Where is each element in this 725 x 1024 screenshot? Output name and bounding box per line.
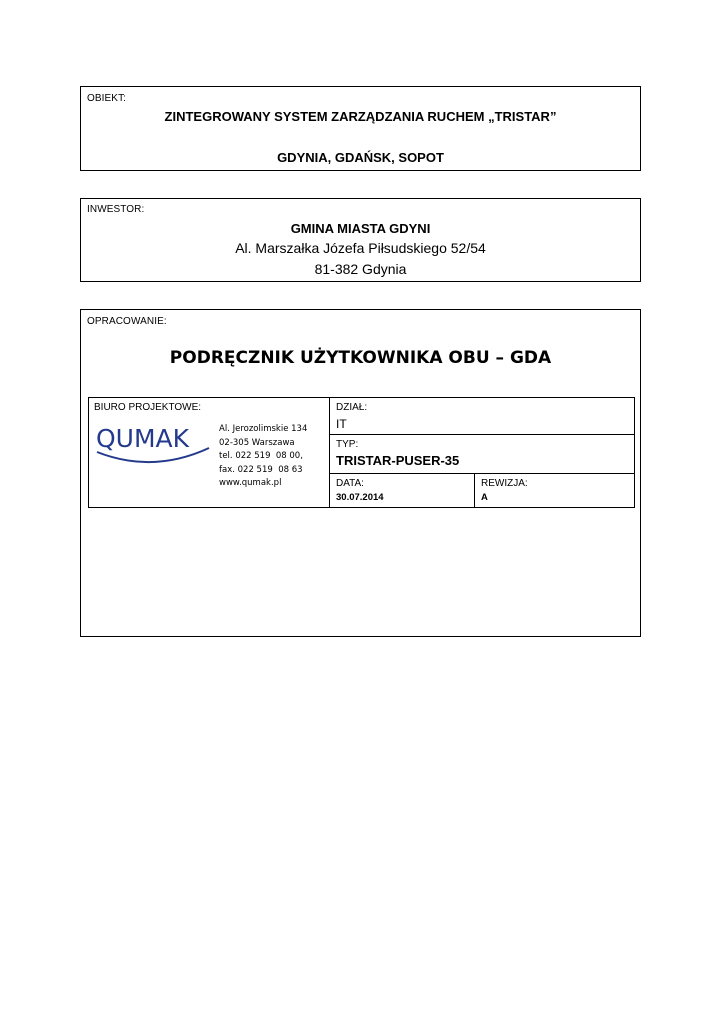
title-block-table (88, 397, 635, 508)
biuro-address-2: 02-305 Warszawa (219, 437, 295, 448)
biuro-label: BIURO PROJEKTOWE: (94, 402, 202, 413)
data-label: DATA: (336, 478, 364, 489)
inwestor-name: GMINA MIASTA GDYNI (290, 221, 431, 236)
dzial-cell (329, 397, 635, 435)
rewizja-cell (474, 473, 635, 508)
obiekt-line-2: GDYNIA, GDAŃSK, SOPOT (277, 150, 444, 165)
typ-cell (329, 434, 635, 474)
biuro-website: www.qumak.pl (219, 478, 282, 488)
opracowanie-box (80, 309, 641, 637)
obiekt-label: OBIEKT: (87, 93, 127, 104)
data-cell (329, 473, 475, 508)
dzial-label: DZIAŁ: (336, 402, 368, 413)
obiekt-box (80, 86, 641, 171)
rewizja-label: REWIZJA: (481, 478, 528, 489)
biuro-fax: fax. 022 519 08 63 (219, 464, 303, 475)
inwestor-address-1: Al. Marszałka Józefa Piłsudskiego 52/54 (235, 240, 486, 256)
inwestor-address-2: 81-382 Gdynia (314, 261, 407, 277)
qumak-logo-text: QUMAK (96, 424, 190, 453)
data-value: 30.07.2014 (336, 492, 384, 503)
biuro-phone: tel. 022 519 08 00, (219, 451, 303, 461)
biuro-address-1: Al. Jerozolimskie 134 (219, 424, 308, 434)
qumak-logo (93, 422, 211, 468)
typ-label: TYP: (336, 439, 359, 450)
biuro-cell (88, 397, 330, 508)
rewizja-value: A (481, 492, 488, 503)
opracowanie-label: OPRACOWANIE: (87, 316, 167, 327)
obiekt-line-1: ZINTEGROWANY SYSTEM ZARZĄDZANIA RUCHEM „TRISTAR” (164, 109, 557, 124)
inwestor-box (80, 198, 641, 282)
document-title: PODRĘCZNIK UŻYTKOWNIKA OBU – GDA (169, 348, 552, 368)
typ-value: TRISTAR-PUSER-35 (336, 453, 460, 468)
inwestor-label: INWESTOR: (87, 204, 145, 215)
dzial-value: IT (336, 417, 347, 431)
